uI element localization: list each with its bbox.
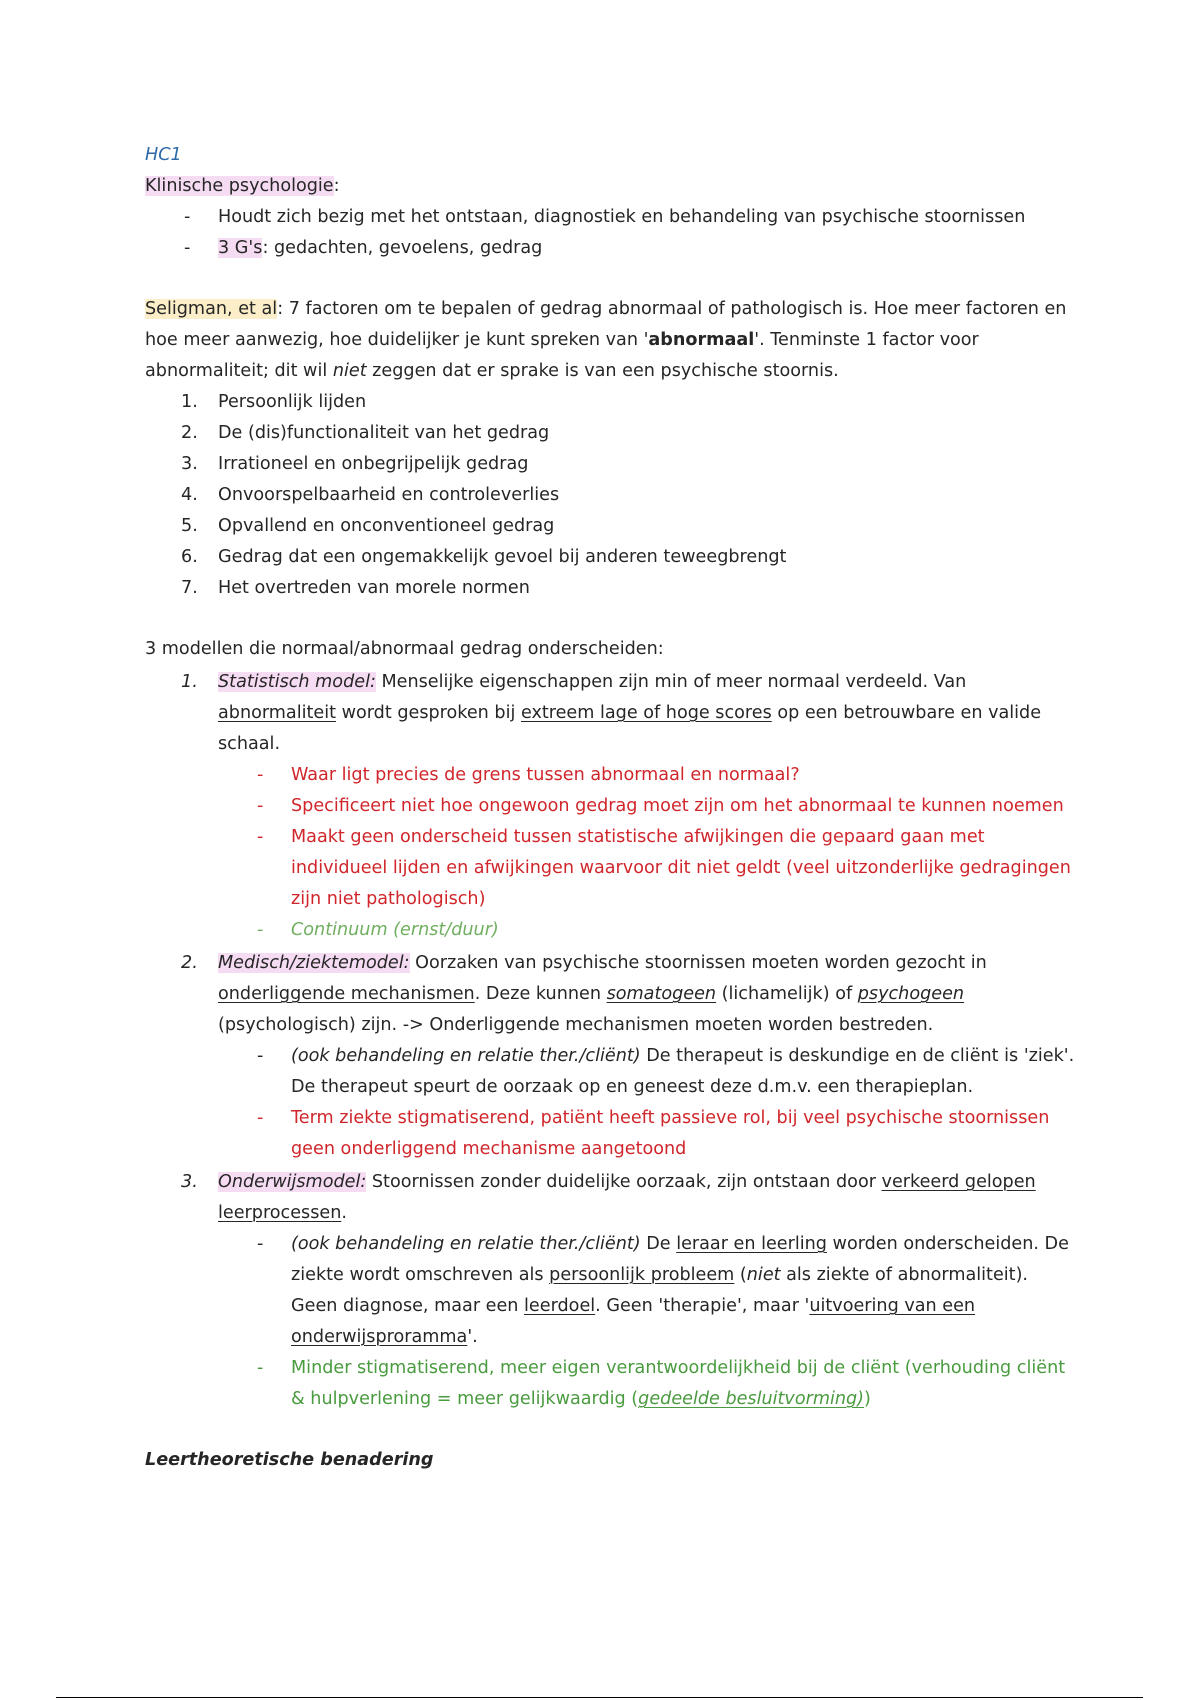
model-medisch: 2. Medisch/ziektemodel: Oorzaken van psychische stoornissen moeten worden gezocht in onderliggende mechanismen. Deze kunnen somatogeen (lichamelijk) of psychogeen (psychologisch) zijn. -> Onderliggende mechanismen moeten worden bestreden. - (ook behandeling en relatie ther./cliënt) De therapeut is deskundige en de cliënt is 'ziek'. De therapeut speurt de oorzaak op en geneest deze d.m.v. een therapieplan. - Term ziekte stigmatiserend, patiënt heeft passieve rol, bij veel psychische stoornissen geen onderliggend mechanisme aangetoond <box>145 948 1080 1165</box>
list-item: 3. Irrationeel en onbegrijpelijk gedrag <box>181 454 529 474</box>
list-item: 1. Persoonlijk lijden <box>181 392 367 412</box>
list-item: - Continuum (ernst/duur) <box>257 920 499 940</box>
seligman-paragraph: Seligman, et al: 7 factoren om te bepalen of gedrag abnormaal of pathologisch is. Hoe meer factoren en hoe meer aanwezig, hoe duidelijker je kunt spreken van 'abnormaal'. Tenminste 1 factor voor abnormaliteit; dit wil niet zeggen dat er sprake is van een psychische stoornis. <box>145 299 1067 381</box>
list-item: 5. Opvallend en onconventioneel gedrag <box>181 516 555 536</box>
list-item: - Minder stigmatiserend, meer eigen verantwoordelijkheid bij de cliënt (verhouding cliënt & hulpverlening = meer gelijkwaardig (gedeelde besluitvorming)) <box>257 1358 1066 1409</box>
seligman-name: Seligman, et al <box>145 299 278 319</box>
modellen-intro: 3 modellen die normaal/abnormaal gedrag onderscheiden: <box>145 639 664 659</box>
list-item: - (ook behandeling en relatie ther./cliënt) De therapeut is deskundige en de cliënt is 'ziek'. De therapeut speurt de oorzaak op en geneest deze d.m.v. een therapieplan. <box>257 1046 1075 1097</box>
modellen-list <box>145 667 1080 1415</box>
model-statistisch: 1. Statistisch model: Menselijke eigenschappen zijn min of meer normaal verdeeld. Van abnormaliteit wordt gesproken bij extreem lage of hoge scores op een betrouwbare en valide schaal. - Waar ligt precies de grens tussen abnormaal en normaal? - Specificeert niet hoe ongewoon gedrag moet zijn om het abnormaal te kunnen noemen - Maakt geen onderscheid tussen statistische afwijkingen die gepaard gaan met individueel lijden en afwijkingen waarvoor dit niet geldt (veel uitzonderlijke gedragingen zijn niet pathologisch) - Continuum (ernst/duur) <box>145 667 1080 946</box>
list-item: 2. De (dis)functionaliteit van het gedrag <box>181 423 550 443</box>
list-item: - Houdt zich bezig met het ontstaan, diagnostiek en behandeling van psychische stoornissen <box>145 202 1080 233</box>
model-medisch-points <box>218 1041 1080 1165</box>
list-item: - 3 G's: gedachten, gevoelens, gedrag <box>145 233 1080 264</box>
model-onderwijs-points <box>218 1229 1080 1415</box>
section-heading-leertheoretisch: Leertheoretische benadering <box>145 1450 434 1470</box>
list-item: - (ook behandeling en relatie ther./cliënt) De leraar en leerling worden onderscheiden. De ziekte wordt omschreven als persoonlijk probleem (niet als ziekte of abnormaliteit). Geen diagnose, maar een leerdoel. Geen 'therapie', maar 'uitvoering van een onderwijsproramma'. <box>257 1234 1069 1347</box>
document-page <box>145 140 1080 1476</box>
list-item: - Specificeert niet hoe ongewoon gedrag moet zijn om het abnormaal te kunnen noemen <box>257 796 1064 816</box>
model-statistisch-points <box>218 760 1080 946</box>
list-item: - Maakt geen onderscheid tussen statistische afwijkingen die gepaard gaan met individueel lijden en afwijkingen waarvoor dit niet geldt (veel uitzonderlijke gedragingen zijn niet pathologisch) <box>257 827 1071 909</box>
list-item: 6. Gedrag dat een ongemakkelijk gevoel bij anderen teweegbrengt <box>181 547 787 567</box>
model-onderwijs: 3. Onderwijsmodel: Stoornissen zonder duidelijke oorzaak, zijn ontstaan door verkeerd gelopen leerprocessen. - (ook behandeling en relatie ther./cliënt) De leraar en leerling worden onderscheiden. De ziekte wordt omschreven als persoonlijk probleem (niet als ziekte of abnormaliteit). Geen diagnose, maar een leerdoel. Geen 'therapie', maar 'uitvoering van een onderwijsproramma'. - Minder stigmatiserend, meer eigen verantwoordelijkheid bij de cliënt (verhouding cliënt & hulpverlening = meer gelijkwaardig (gedeelde besluitvorming)) <box>145 1167 1080 1415</box>
klinische-title: Klinische psychologie <box>145 176 334 196</box>
list-item: - Waar ligt precies de grens tussen abnormaal en normaal? <box>257 765 800 785</box>
klinische-bullets <box>145 202 1080 264</box>
lecture-heading: HC1 <box>145 145 182 165</box>
list-item: - Term ziekte stigmatiserend, patiënt heeft passieve rol, bij veel psychische stoornissen geen onderliggend mechanisme aangetoond <box>257 1108 1050 1159</box>
seligman-factors <box>145 387 1080 604</box>
section-klinische-psychologie: Klinische psychologie: <box>145 176 340 196</box>
list-item: 7. Het overtreden van morele normen <box>181 578 530 598</box>
page-divider <box>56 1697 1143 1698</box>
list-item: 4. Onvoorspelbaarheid en controleverlies <box>181 485 560 505</box>
